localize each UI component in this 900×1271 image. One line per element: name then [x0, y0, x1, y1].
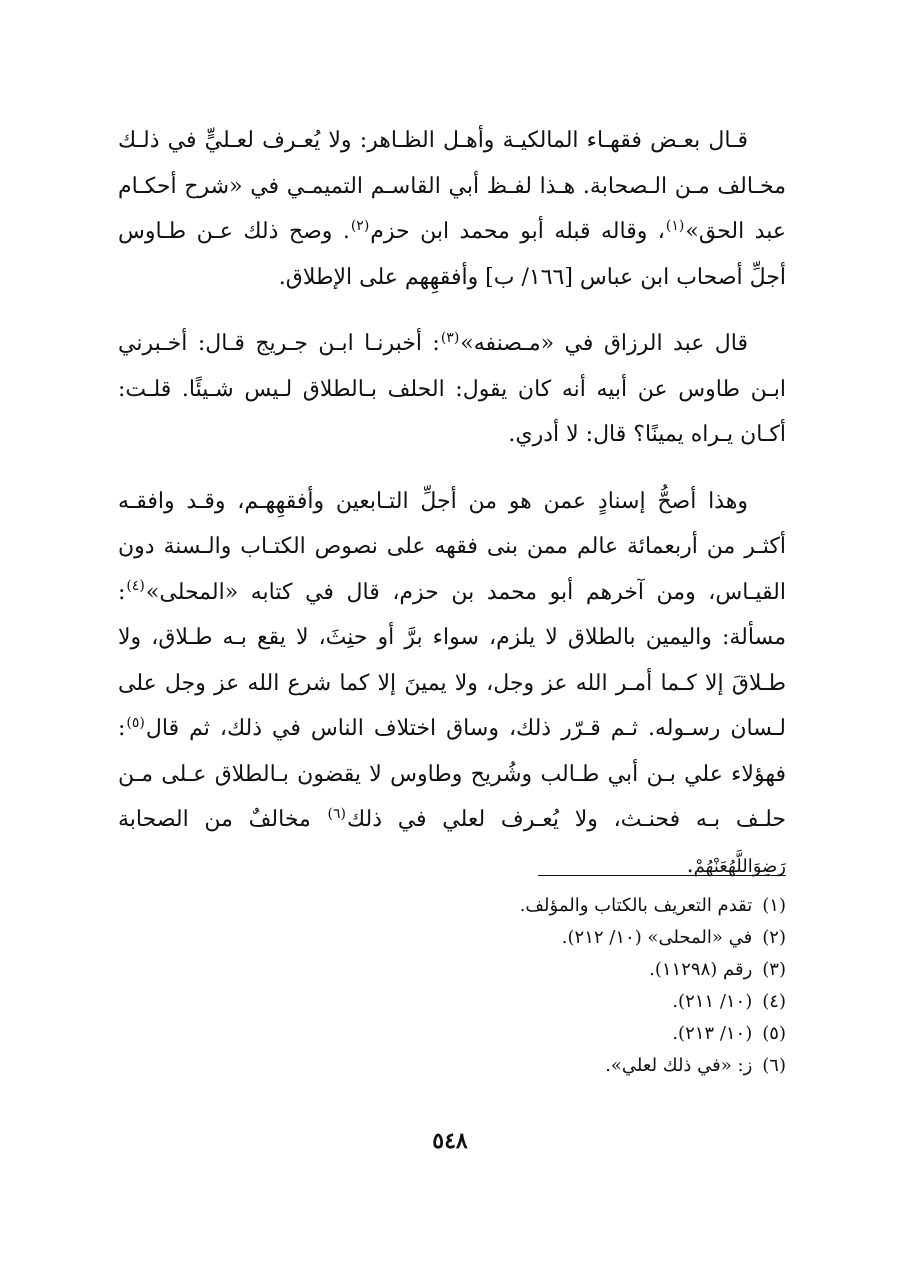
footnote-number: (٤) — [762, 991, 786, 1012]
footnote-number: (٦) — [762, 1055, 786, 1076]
paragraph-text: : مسألة: واليمين بالطلاق لا يلزم، سواء برَّ أو حنِثَ، لا يقع بـه طـلاق، ولا طـلاقَ إلا كـما أمـر الله عز وجل، ولا يمينَ إلا كما شرع الله عز وجل على لـسان رسـوله. ثـم قـرّر ذلك، وساق اختلاف الناس في ذلك، ثم قال — [118, 579, 786, 741]
footnote-6 — [300, 1050, 786, 1082]
footnote-ref: (٢) — [350, 217, 370, 234]
footnote-text: ز: «في ذلك لعلي». — [605, 1055, 753, 1076]
paragraph-text: : أخبرنـا ابـن جـريج قـال: أخـبرني ابـن طاوس عن أبيه أنه كان يقول: الحلف بـالطلاق لـيس شـيئًا. قلـت: أكـان يـراه يمينًا؟ قال: لا أدري. — [118, 331, 787, 447]
paragraph-1 — [118, 118, 786, 300]
footnote-4 — [300, 986, 786, 1018]
footnote-separator — [538, 875, 786, 876]
paragraph-text: مخالفٌ من الصحابة — [118, 807, 327, 832]
paragraph-text: وهذا أصحُّ إسنادٍ عمن هو من أجلِّ التـابعين وأفقهِهـم، وقـد وافقـه أكثـر من أربعمائة عالم ممن بنى فقهه على نصوص الكتـاب والـسنة دون القيـاس، ومن آخرهم أبو محمد بن حزم، قال في كتابه «المحلى» — [118, 488, 786, 605]
footnote-ref: (٤) — [126, 578, 145, 595]
paragraph-text: قال عبد الرزاق في «مـصنفه» — [460, 331, 748, 356]
footnote-text: في «المحلى» (١٠/ ٢١٢). — [561, 927, 753, 948]
footnote-ref: (١) — [665, 217, 685, 234]
main-text — [118, 118, 786, 910]
footnote-3 — [300, 954, 786, 986]
page-number: ٥٤٨ — [432, 1128, 468, 1154]
footnote-number: (٥) — [762, 1023, 786, 1044]
footnote-2 — [300, 922, 786, 954]
paragraph-text: : فهؤلاء علي بـن أبي طـالب وشُريح وطاوس لا يقضون بـالطلاق عـلى مـن حلـف بـه فحنـث، ولا يُعـرف لعلي في ذلك — [118, 716, 786, 832]
paragraph-2 — [118, 321, 786, 458]
footnote-5 — [300, 1018, 786, 1050]
footnote-ref: (٦) — [327, 805, 346, 822]
paragraph-text: . وصح ذلك عـن طـاوس أجلِّ أصحاب ابن عباس [١٦٦/ ب] وأفقهِهم على الإطلاق. — [118, 219, 786, 290]
footnote-ref: (٥) — [126, 714, 145, 731]
footnote-text: تقدم التعريف بالكتاب والمؤلف. — [519, 895, 753, 916]
paragraph-text: ، وقاله قبله أبو محمد ابن حزم — [370, 219, 665, 244]
footnote-number: (٢) — [762, 927, 786, 948]
footnote-number: (٣) — [762, 959, 786, 980]
footnote-text: (١٠/ ٢١٣). — [672, 1023, 753, 1044]
paragraph-text: قـال بعـض فقهـاء المالكيـة وأهـل الظـاهر: ولا يُعـرف لعـليٍّ في ذلـك مخـالف مـن الـصحابة. هـذا لفـظ أبي القاسـم التميمـي في «شرح أحكـام عبد الحق» — [118, 128, 786, 244]
footnote-text: (١٠/ ٢١١). — [672, 991, 753, 1012]
footnote-ref: (٣) — [440, 329, 460, 346]
footnote-number: (١) — [762, 895, 786, 916]
footnote-1 — [300, 890, 786, 922]
paragraph-end: . — [686, 852, 694, 878]
footnotes — [300, 890, 786, 1082]
paragraph-3 — [118, 479, 786, 890]
honorific-phrase: رَضِوَاللَّهُعَنْهُمْ — [693, 855, 786, 877]
footnote-text: رقم (١١٢٩٨). — [649, 959, 753, 980]
